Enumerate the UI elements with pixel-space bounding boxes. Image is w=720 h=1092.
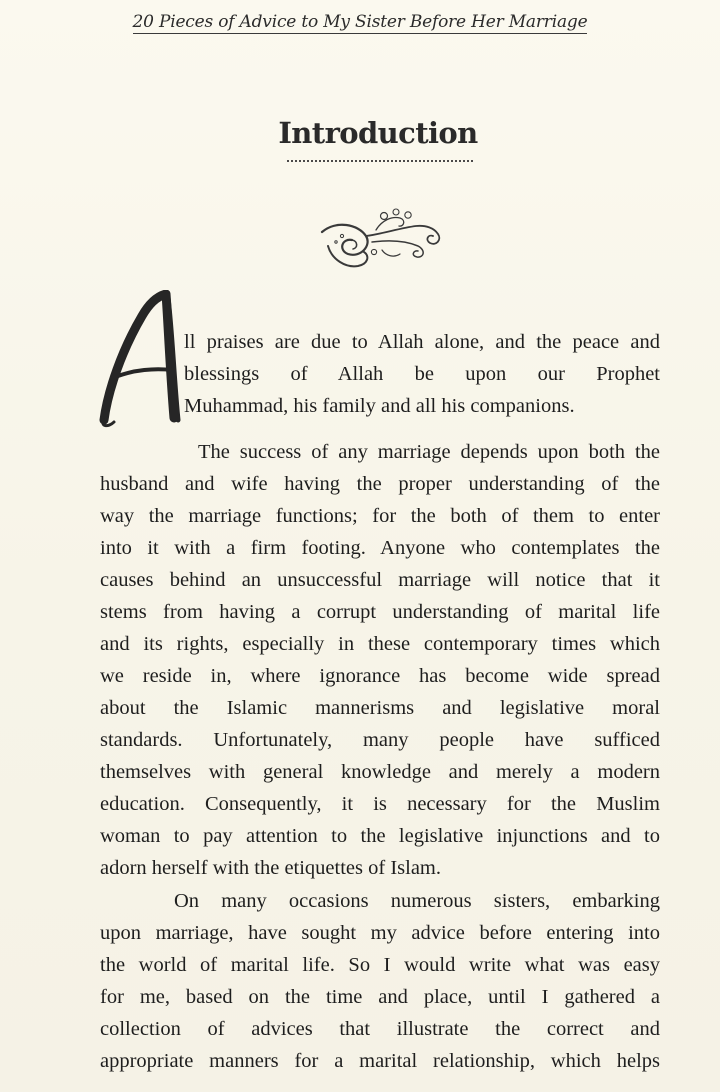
paragraph-line: into it with a firm footing. Anyone who contemplates the bbox=[100, 537, 660, 559]
title-dotted-rule bbox=[287, 160, 473, 162]
drop-cap-letter bbox=[98, 290, 184, 428]
paragraph-line: themselves with general knowledge and merely a modern bbox=[100, 761, 660, 783]
chapter-title: Introduction bbox=[278, 116, 478, 150]
paragraph-line: we reside in, where ignorance has become wide spread bbox=[100, 665, 660, 687]
paragraph-line: standards. Unfortunately, many people have sufficed bbox=[100, 729, 660, 751]
paragraph-line: for me, based on the time and place, until I gathered a bbox=[100, 986, 660, 1008]
paragraph-line: appropriate manners for a marital relationship, which helps bbox=[100, 1050, 660, 1072]
paragraph-line: about the Islamic mannerisms and legislative moral bbox=[100, 697, 660, 719]
running-header-text: 20 Pieces of Advice to My Sister Before Her Marriage bbox=[132, 12, 588, 32]
paragraph-line: the world of marital life. So I would write what was easy bbox=[100, 954, 660, 976]
paragraph-line: On many occasions numerous sisters, embarking bbox=[174, 890, 660, 912]
paragraph-line: husband and wife having the proper understanding of the bbox=[100, 473, 660, 495]
paragraph-line: upon marriage, have sought my advice before entering into bbox=[100, 922, 660, 944]
paragraph-1 bbox=[184, 326, 660, 422]
paragraph-line: woman to pay attention to the legislative injunctions and to bbox=[100, 825, 660, 847]
paragraph-line: and its rights, especially in these contemporary times which bbox=[100, 633, 660, 655]
flourish-ornament-icon bbox=[312, 206, 448, 278]
paragraph-line: ll praises are due to Allah alone, and the peace and bbox=[184, 331, 660, 353]
paragraph-line: causes behind an unsuccessful marriage will notice that it bbox=[100, 569, 660, 591]
paragraph-line: collection of advices that illustrate the correct and bbox=[100, 1018, 660, 1040]
paragraph-line: adorn herself with the etiquettes of Islam. bbox=[100, 857, 441, 879]
paragraph-line: The success of any marriage depends upon both the bbox=[198, 441, 660, 463]
paragraph-line: education. Consequently, it is necessary for the Muslim bbox=[100, 793, 660, 815]
paragraph-2 bbox=[100, 436, 660, 884]
paragraph-3 bbox=[100, 885, 660, 1077]
paragraph-line: Muhammad, his family and all his companions. bbox=[184, 395, 575, 417]
paragraph-line: blessings of Allah be upon our Prophet bbox=[184, 363, 660, 385]
paragraph-line: stems from having a corrupt understanding of marital life bbox=[100, 601, 660, 623]
paragraph-line: way the marriage functions; for the both of them to enter bbox=[100, 505, 660, 527]
running-header bbox=[0, 12, 720, 34]
